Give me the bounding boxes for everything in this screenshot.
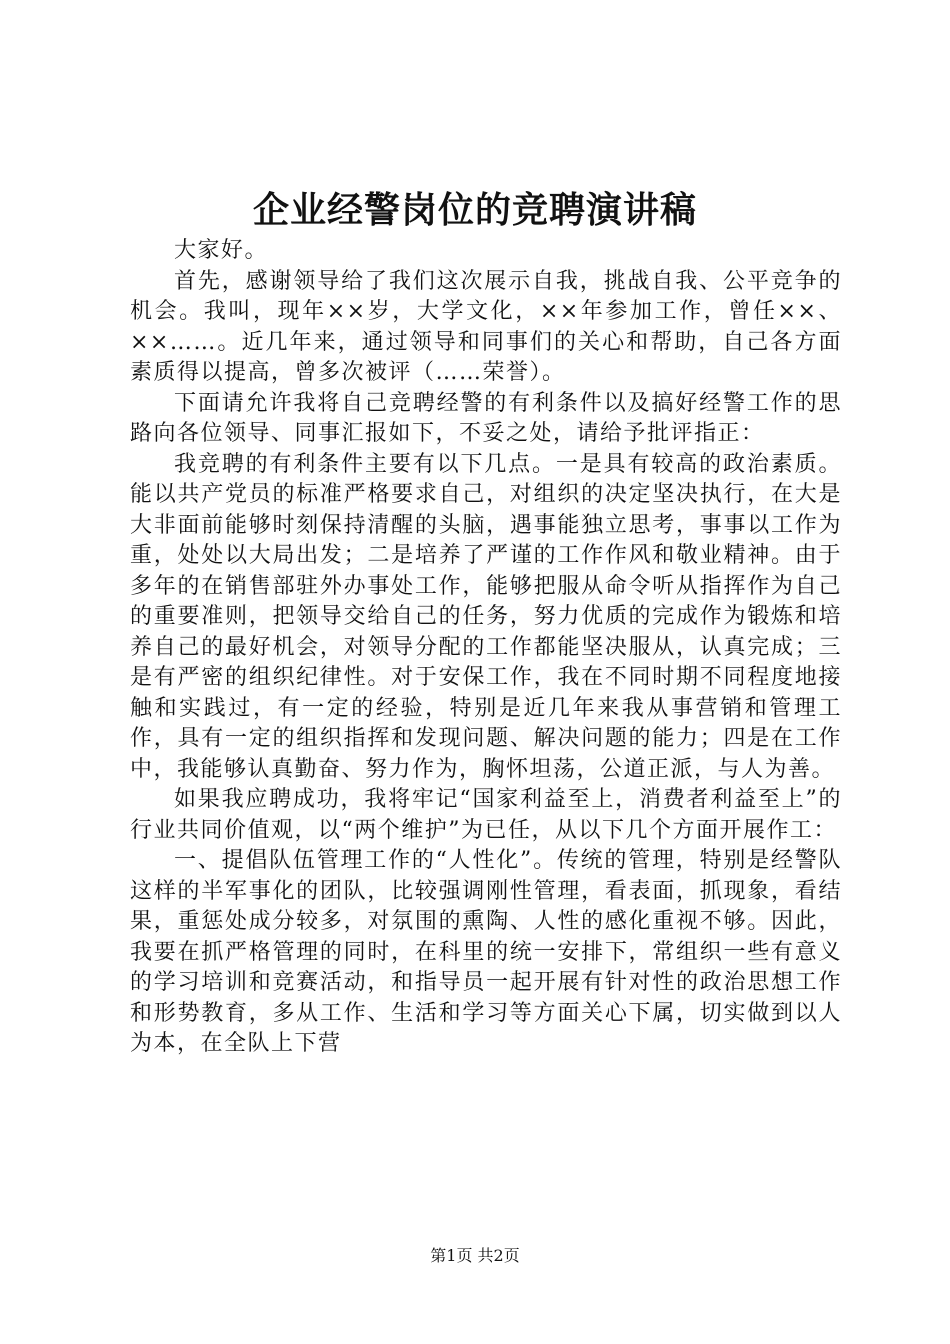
paragraph-commitment: 如果我应聘成功，我将牢记“国家利益至上，消费者利益至上”的行业共同价值观，以“两个维护”为已任，从以下几个方面开展作工： <box>130 787 842 843</box>
paragraph-greeting: 大家好。 <box>174 238 269 263</box>
document-body <box>130 236 842 1060</box>
paragraph-introduction: 首先，感谢领导给了我们这次展示自我，挑战自我、公平竞争的机会。我叫，现年××岁，大学文化，××年参加工作，曾任××、××……。近几年来，通过领导和同事们的关心和帮助，自己各方面素质得以提高，曾多次被评（……荣誉）。 <box>130 268 842 385</box>
paragraph-advantages: 我竞聘的有利条件主要有以下几点。一是具有较高的政治素质。能以共产党员的标准严格要求自己，对组织的决定坚决执行，在大是大非面前能够时刻保持清醒的头脑，遇事能独立思考，事事以工作为重，处处以大局出发；二是培养了严谨的工作作风和敬业精神。由于多年的在销售部驻外办事处工作，能够把服从命令听从指挥作为自己的重要准则，把领导交给自己的任务，努力优质的完成作为锻炼和培养自己的最好机会，对领导分配的工作都能坚决服从，认真完成；三是有严密的组织纪律性。对于安保工作，我在不同时期不同程度地接触和实践过，有一定的经验，特别是近几年来我从事营销和管理工作，具有一定的组织指挥和发现问题、解决问题的能力；四是在工作中，我能够认真勤奋、努力作为，胸怀坦荡，公道正派，与人为善。 <box>130 451 842 782</box>
page-footer: 第1页 共2页 <box>430 1246 520 1265</box>
paragraph-report-intro: 下面请允许我将自己竞聘经警的有利条件以及搞好经警工作的思路向各位领导、同事汇报如下，不妥之处，请给予批评指正： <box>130 390 842 446</box>
document-title: 企业经警岗位的竞聘演讲稿 <box>252 189 697 231</box>
paragraph-management-plan: 一、提倡队伍管理工作的“人性化”。传统的管理，特别是经警队这样的半军事化的团队，比较强调刚性管理，看表面，抓现象，看结果，重惩处成分较多，对氛围的熏陶、人性的感化重视不够。因此，我要在抓严格管理的同时，在科里的统一安排下，常组织一些有意义的学习培训和竞赛活动，和指导员一起开展有针对性的政治思想工作和形势教育，多从工作、生活和学习等方面关心下属，切实做到以人为本，在全队上下营 <box>130 848 842 1056</box>
